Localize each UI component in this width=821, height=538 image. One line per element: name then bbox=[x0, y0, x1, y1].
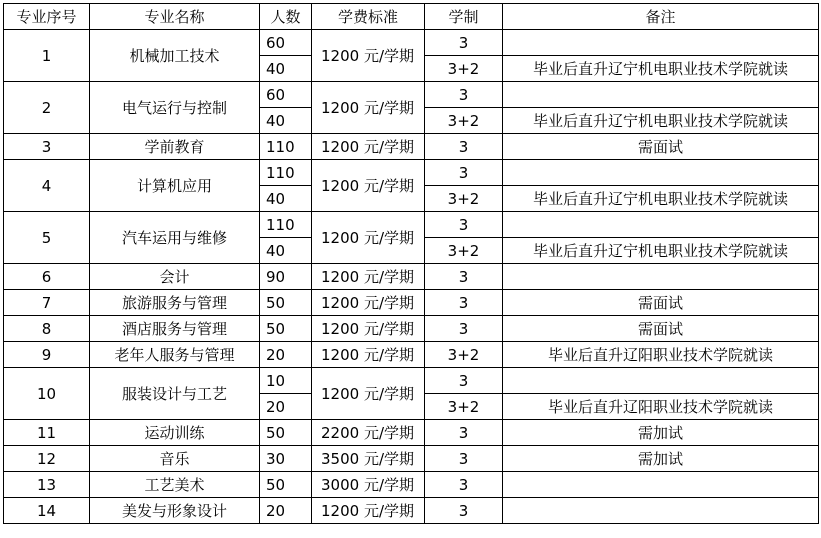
table-row bbox=[4, 498, 819, 524]
cell-note: 需加试 bbox=[503, 446, 819, 472]
cell-count: 50 bbox=[260, 290, 312, 316]
cell-count: 20 bbox=[260, 394, 312, 420]
table-row bbox=[4, 316, 819, 342]
cell-years: 3 bbox=[425, 264, 503, 290]
cell-major-no: 4 bbox=[4, 160, 90, 212]
cell-count: 50 bbox=[260, 472, 312, 498]
cell-major-no: 8 bbox=[4, 316, 90, 342]
cell-years: 3+2 bbox=[425, 394, 503, 420]
cell-count: 40 bbox=[260, 238, 312, 264]
cell-count: 110 bbox=[260, 160, 312, 186]
cell-note: 毕业后直升辽阳职业技术学院就读 bbox=[503, 342, 819, 368]
cell-years: 3 bbox=[425, 446, 503, 472]
cell-major-name: 工艺美术 bbox=[90, 472, 260, 498]
cell-fee: 1200 元/学期 bbox=[312, 290, 425, 316]
cell-note bbox=[503, 30, 819, 56]
cell-count: 60 bbox=[260, 82, 312, 108]
table-row bbox=[4, 134, 819, 160]
cell-note bbox=[503, 472, 819, 498]
cell-years: 3+2 bbox=[425, 108, 503, 134]
cell-major-name: 音乐 bbox=[90, 446, 260, 472]
cell-count: 40 bbox=[260, 186, 312, 212]
cell-major-name: 旅游服务与管理 bbox=[90, 290, 260, 316]
cell-count: 20 bbox=[260, 342, 312, 368]
cell-major-no: 10 bbox=[4, 368, 90, 420]
cell-years: 3 bbox=[425, 290, 503, 316]
enrollment-table-wrapper bbox=[3, 3, 819, 524]
cell-major-no: 11 bbox=[4, 420, 90, 446]
table-row bbox=[4, 446, 819, 472]
table-row bbox=[4, 420, 819, 446]
cell-note: 需面试 bbox=[503, 134, 819, 160]
cell-fee: 1200 元/学期 bbox=[312, 498, 425, 524]
cell-fee: 1200 元/学期 bbox=[312, 264, 425, 290]
cell-major-name: 美发与形象设计 bbox=[90, 498, 260, 524]
cell-fee: 1200 元/学期 bbox=[312, 316, 425, 342]
cell-count: 90 bbox=[260, 264, 312, 290]
cell-count: 30 bbox=[260, 446, 312, 472]
header-cell-name: 专业名称 bbox=[90, 4, 260, 30]
cell-years: 3+2 bbox=[425, 342, 503, 368]
table-row bbox=[4, 160, 819, 186]
header-cell-no: 专业序号 bbox=[4, 4, 90, 30]
cell-years: 3 bbox=[425, 498, 503, 524]
cell-fee: 1200 元/学期 bbox=[312, 342, 425, 368]
table-row bbox=[4, 342, 819, 368]
cell-major-name: 机械加工技术 bbox=[90, 30, 260, 82]
cell-note: 需加试 bbox=[503, 420, 819, 446]
cell-count: 110 bbox=[260, 134, 312, 160]
cell-note bbox=[503, 160, 819, 186]
cell-major-no: 6 bbox=[4, 264, 90, 290]
cell-count: 10 bbox=[260, 368, 312, 394]
header-row bbox=[4, 4, 819, 30]
cell-major-no: 3 bbox=[4, 134, 90, 160]
cell-note: 毕业后直升辽宁机电职业技术学院就读 bbox=[503, 56, 819, 82]
cell-years: 3 bbox=[425, 212, 503, 238]
cell-count: 50 bbox=[260, 420, 312, 446]
cell-years: 3 bbox=[425, 316, 503, 342]
table-row bbox=[4, 472, 819, 498]
cell-fee: 3500 元/学期 bbox=[312, 446, 425, 472]
cell-count: 50 bbox=[260, 316, 312, 342]
cell-major-no: 12 bbox=[4, 446, 90, 472]
table-row bbox=[4, 290, 819, 316]
cell-note bbox=[503, 368, 819, 394]
cell-major-no: 2 bbox=[4, 82, 90, 134]
cell-note bbox=[503, 498, 819, 524]
table-body bbox=[4, 4, 819, 524]
cell-years: 3+2 bbox=[425, 186, 503, 212]
cell-years: 3 bbox=[425, 160, 503, 186]
cell-major-no: 14 bbox=[4, 498, 90, 524]
cell-years: 3 bbox=[425, 472, 503, 498]
cell-major-no: 13 bbox=[4, 472, 90, 498]
cell-note: 需面试 bbox=[503, 290, 819, 316]
cell-note: 毕业后直升辽阳职业技术学院就读 bbox=[503, 394, 819, 420]
cell-fee: 1200 元/学期 bbox=[312, 134, 425, 160]
cell-fee: 1200 元/学期 bbox=[312, 160, 425, 212]
cell-note: 需面试 bbox=[503, 316, 819, 342]
cell-note: 毕业后直升辽宁机电职业技术学院就读 bbox=[503, 238, 819, 264]
cell-note: 毕业后直升辽宁机电职业技术学院就读 bbox=[503, 186, 819, 212]
header-cell-years: 学制 bbox=[425, 4, 503, 30]
cell-count: 110 bbox=[260, 212, 312, 238]
cell-major-name: 电气运行与控制 bbox=[90, 82, 260, 134]
cell-fee: 1200 元/学期 bbox=[312, 212, 425, 264]
cell-years: 3+2 bbox=[425, 238, 503, 264]
cell-count: 40 bbox=[260, 108, 312, 134]
cell-note bbox=[503, 212, 819, 238]
cell-major-name: 服装设计与工艺 bbox=[90, 368, 260, 420]
cell-fee: 1200 元/学期 bbox=[312, 368, 425, 420]
cell-fee: 2200 元/学期 bbox=[312, 420, 425, 446]
cell-years: 3 bbox=[425, 420, 503, 446]
table-row bbox=[4, 264, 819, 290]
cell-fee: 3000 元/学期 bbox=[312, 472, 425, 498]
header-cell-count: 人数 bbox=[260, 4, 312, 30]
cell-major-name: 酒店服务与管理 bbox=[90, 316, 260, 342]
enrollment-table bbox=[3, 3, 819, 524]
cell-note: 毕业后直升辽宁机电职业技术学院就读 bbox=[503, 108, 819, 134]
cell-count: 40 bbox=[260, 56, 312, 82]
cell-count: 60 bbox=[260, 30, 312, 56]
header-cell-note: 备注 bbox=[503, 4, 819, 30]
cell-count: 20 bbox=[260, 498, 312, 524]
cell-major-name: 学前教育 bbox=[90, 134, 260, 160]
table-row bbox=[4, 30, 819, 56]
cell-major-name: 汽车运用与维修 bbox=[90, 212, 260, 264]
cell-note bbox=[503, 82, 819, 108]
table-row bbox=[4, 82, 819, 108]
cell-major-no: 5 bbox=[4, 212, 90, 264]
cell-major-no: 1 bbox=[4, 30, 90, 82]
cell-years: 3 bbox=[425, 30, 503, 56]
cell-major-name: 会计 bbox=[90, 264, 260, 290]
table-row bbox=[4, 212, 819, 238]
cell-major-name: 老年人服务与管理 bbox=[90, 342, 260, 368]
cell-fee: 1200 元/学期 bbox=[312, 82, 425, 134]
cell-years: 3 bbox=[425, 134, 503, 160]
cell-years: 3 bbox=[425, 368, 503, 394]
header-cell-fee: 学费标准 bbox=[312, 4, 425, 30]
cell-major-name: 运动训练 bbox=[90, 420, 260, 446]
cell-years: 3+2 bbox=[425, 56, 503, 82]
cell-major-name: 计算机应用 bbox=[90, 160, 260, 212]
cell-fee: 1200 元/学期 bbox=[312, 30, 425, 82]
table-row bbox=[4, 368, 819, 394]
cell-major-no: 7 bbox=[4, 290, 90, 316]
cell-note bbox=[503, 264, 819, 290]
cell-years: 3 bbox=[425, 82, 503, 108]
cell-major-no: 9 bbox=[4, 342, 90, 368]
